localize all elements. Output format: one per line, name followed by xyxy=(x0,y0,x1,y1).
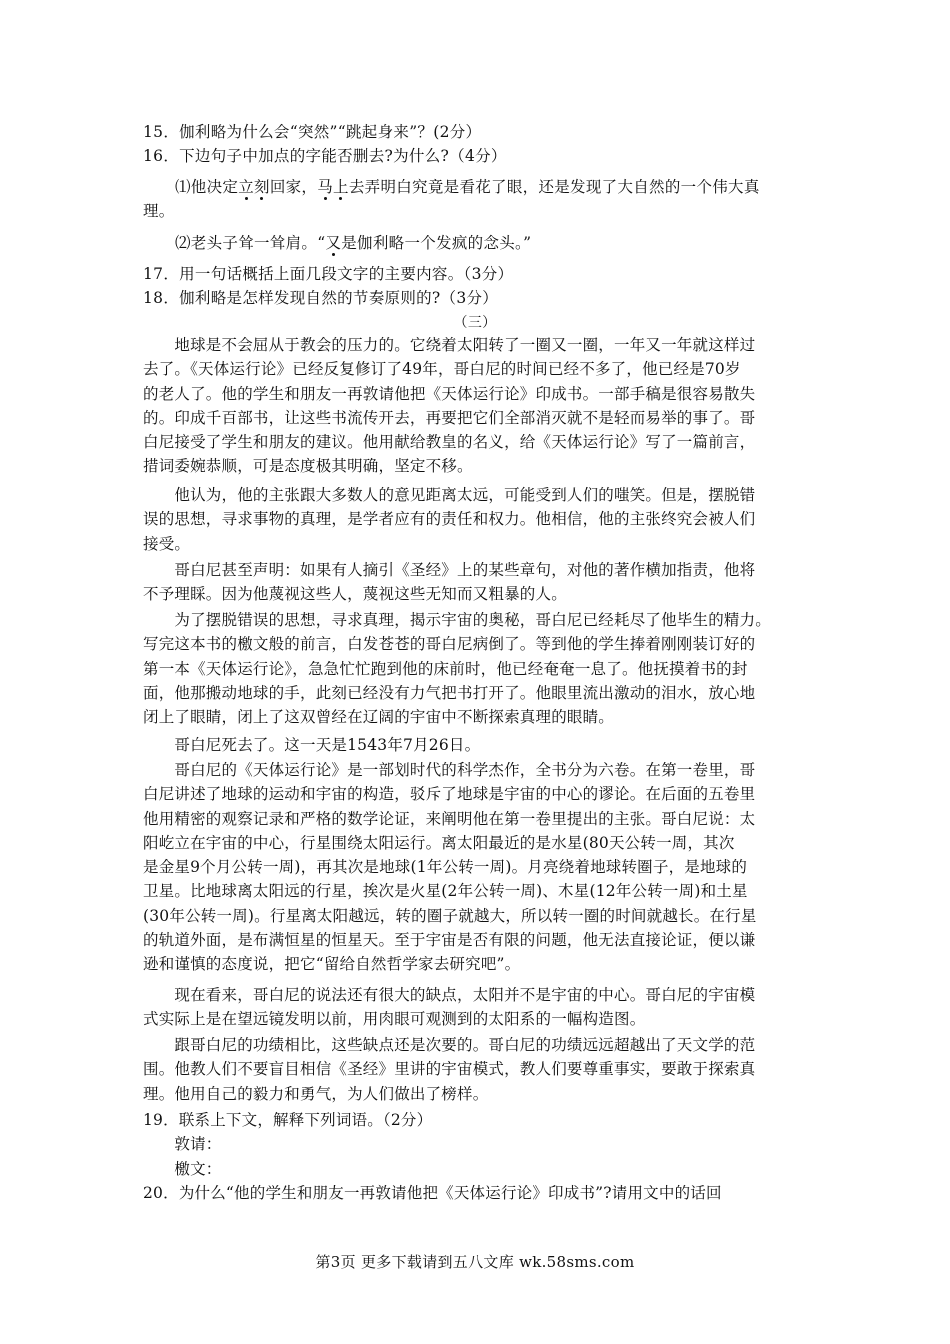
paragraph-3 xyxy=(143,558,808,607)
question-19-term-1: 敦请： xyxy=(143,1135,222,1154)
text-segment: 回家， xyxy=(269,178,318,196)
dotted-char: 上 xyxy=(333,178,349,196)
dotted-char: 立 xyxy=(238,178,255,196)
text-line: 不予理睬。因为他蔑视这些人，蔑视这些无知而又粗暴的人。 xyxy=(143,585,567,604)
text-line: 围。他教人们不要盲目相信《圣经》里讲的宇宙模式，教人们要尊重事实，要敢于探索真 xyxy=(143,1060,756,1079)
paragraph-2 xyxy=(143,483,808,556)
question-16-sentence-1 xyxy=(175,175,808,199)
questions-19-20 xyxy=(143,1108,808,1205)
page-footer: 第3页 更多下载请到五八文库 wk.58sms.com xyxy=(315,1253,635,1271)
text-line: 白尼讲述了地球的运动和宇宙的构造，驳斥了地球是宇宙的中心的谬论。在后面的五卷里 xyxy=(143,785,756,804)
dotted-char: 马 xyxy=(317,178,334,196)
question-19-term-2: 檄文： xyxy=(143,1159,222,1178)
text-line: 措词委婉恭顺，可是态度极其明确，坚定不移。 xyxy=(143,457,473,476)
text-line: 哥白尼的《天体运行论》是一部划时代的科学杰作，全书分为六卷。在第一卷里，哥 xyxy=(143,761,756,779)
dotted-char: 又 xyxy=(325,234,342,252)
text-line: 接受。 xyxy=(143,534,191,553)
text-line: 理。他用自己的毅力和勇气，为人们做出了榜样。 xyxy=(143,1084,489,1103)
text-line: 面，他那搬动地球的手，此刻已经没有力气把书打开了。他眼里流出激动的泪水，放心地 xyxy=(143,683,756,702)
text-line: (30年公转一周)。行星离太阳越远，转的圈子就越大，所以转一圈的时间就越长。在行星 xyxy=(143,906,757,925)
text-line: 误的思想，寻求事物的真理，是学者应有的责任和权力。他相信，他的主张终究会被人们 xyxy=(143,510,756,529)
question-19: 19．联系上下文，解释下列词语。（2分） xyxy=(143,1111,433,1129)
section-title: （三） xyxy=(453,315,497,331)
text-segment: ⑴他决定 xyxy=(175,178,239,196)
text-line: 为了摆脱错误的思想，寻求真理，揭示宇宙的奥秘，哥白尼已经耗尽了他毕生的精力。 xyxy=(143,611,772,629)
text-line: 哥白尼死去了。这一天是1543年7月26日。 xyxy=(143,736,481,754)
text-line: 逊和谨慎的态度说，把它“留给自然哲学家去研究吧”。 xyxy=(143,955,521,974)
text-line: 卫星。比地球离太阳远的行星，挨次是火星(2年公转一周)、木星(12年公转一周)和土星 xyxy=(143,882,748,901)
text-line: 的。印成千百部书，让这些书流传开去，再要把它们全部消灭就不是轻而易举的事了。哥 xyxy=(143,408,756,427)
paragraph-8 xyxy=(143,1033,808,1106)
question-17: 17．用一句话概括上面几段文字的主要内容。（3分） xyxy=(143,265,514,283)
paragraph-1 xyxy=(143,333,808,479)
text-line: 去了。《天体运行论》已经反复修订了49年，哥白尼的时间已经不多了，他已经是70岁 xyxy=(143,360,741,379)
question-16-sentence-2 xyxy=(175,231,808,255)
text-line: 跟哥白尼的功绩相比，这些缺点还是次要的。哥白尼的功绩远远超越出了天文学的范 xyxy=(143,1036,756,1054)
question-18: 18．伽利略是怎样发现自然的节奏原则的?（3分） xyxy=(143,289,499,307)
text-line: 白尼接受了学生和朋友的建议。他用献给教皇的名义，给《天体运行论》写了一篇前言， xyxy=(143,433,756,452)
question-15: 15．伽利略为什么会“突然”“跳起身来”？(2分） xyxy=(143,123,482,141)
text-line: 哥白尼甚至声明：如果有人摘引《圣经》上的某些章句，对他的著作横加指责，他将 xyxy=(143,561,756,579)
text-line: 的老人了。他的学生和朋友一再敦请他把《天体运行论》印成书。一部手稿是很容易散失 xyxy=(143,384,756,403)
text-line: 式实际上是在望远镜发明以前，用肉眼可观测到的太阳系的一幅构造图。 xyxy=(143,1010,646,1029)
text-line: 他用精密的观察记录和严格的数学论证，来阐明他在第一卷里提出的主张。哥白尼说：太 xyxy=(143,809,756,828)
text-line: 地球是不会屈从于教会的压力的。它绕着太阳转了一圈又一圈，一年又一年就这样过 xyxy=(143,336,756,354)
text-segment: ⑵老头子耸一耸肩。“ xyxy=(175,234,326,252)
text-line: 是金星9个月公转一周)，再其次是地球(1年公转一周)。月亮绕着地球转圈子，是地球的 xyxy=(143,858,748,877)
text-line: 现在看来，哥白尼的说法还有很大的缺点，太阳并不是宇宙的中心。哥白尼的宇宙模 xyxy=(143,986,756,1004)
paragraph-6 xyxy=(143,758,808,977)
text-line: 阳屹立在宇宙的中心，行星围绕太阳运行。离太阳最近的是水星(80天公转一周，其次 xyxy=(143,833,735,852)
text-line: 闭上了眼睛，闭上了这双曾经在辽阔的宇宙中不断探索真理的眼睛。 xyxy=(143,708,615,727)
text-segment: 去弄明白究竟是看花了眼，还是发现了大自然的一个伟大真 xyxy=(348,178,760,196)
question-16-sentence-1-cont: 理。 xyxy=(143,202,175,220)
text-segment: 是伽利略一个发疯的念头。” xyxy=(341,234,532,252)
dotted-char: 刻 xyxy=(254,178,270,196)
paragraph-4 xyxy=(143,608,808,729)
text-line: 的轨道外面，是布满恒星的恒星天。至于宇宙是否有限的问题，他无法直接论证，便以谦 xyxy=(143,931,756,950)
text-line: 写完这本书的檄文般的前言，白发苍苍的哥白尼病倒了。等到他的学生捧着刚刚装订好的 xyxy=(143,635,756,654)
text-line: 第一本《天体运行论》，急急忙忙跑到他的床前时，他已经奄奄一息了。他抚摸着书的封 xyxy=(143,659,748,678)
paragraph-5 xyxy=(143,733,808,757)
question-20: 20．为什么“他的学生和朋友一再敦请他把《天体运行论》印成书”?请用文中的话回 xyxy=(143,1183,722,1202)
paragraph-7 xyxy=(143,983,808,1032)
text-line: 他认为，他的主张跟大多数人的意见距离太远，可能受到人们的嗤笑。但是，摆脱错 xyxy=(143,486,756,504)
question-16: 16．下边句子中加点的字能否删去?为什么?（4分） xyxy=(143,147,507,165)
